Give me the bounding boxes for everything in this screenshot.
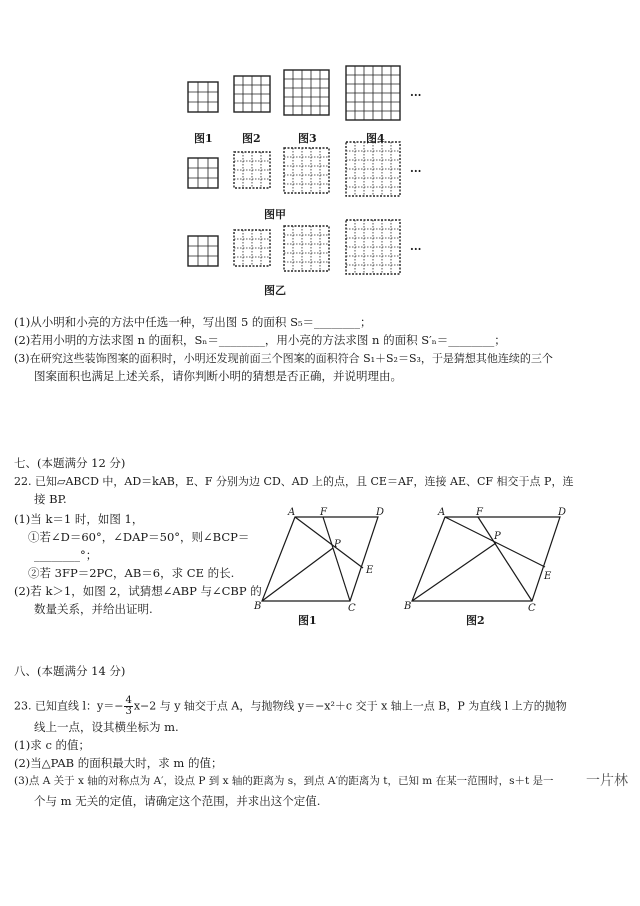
grid-yi-3 xyxy=(284,226,329,271)
fig2-caption: 图2 xyxy=(466,614,485,627)
section7-header: 七、(本题满分 12 分) xyxy=(14,456,126,470)
fig-label-1: 图1 xyxy=(194,132,213,145)
q23-part2: (2)当△PAB 的面积最大时，求 m 的值； xyxy=(14,756,223,770)
segment-cf xyxy=(478,517,532,601)
q23-part3-line1: (3)点 A 关于 x 轴的对称点为 A′，设点 P 到 x 轴的距离为 s，到点 A′的距离为 t，已知 m 在某一范围时，s＋t 是一 xyxy=(14,775,554,787)
fig2-label-f: F xyxy=(476,507,483,518)
grid-yi-2 xyxy=(234,230,270,266)
grid-figures xyxy=(150,60,450,300)
grid-border xyxy=(188,158,218,188)
fig-label-3: 图3 xyxy=(298,132,317,145)
q23-rest: x−2 与 y 轴交于点 A，与抛物线 y＝−x²＋c 交于 x 轴上一点 B，P 为直线 l 上方的抛物 xyxy=(133,699,567,713)
q23-line2: 线上一点，设其横坐标为 m. xyxy=(34,720,179,734)
q22-part2-line2: 数量关系，并给出证明. xyxy=(34,602,153,616)
q22-figure1 xyxy=(250,505,400,625)
q22-line2: 接 BP. xyxy=(34,492,67,506)
q22-part1b: ②若 3FP＝2PC，AB＝6，求 CE 的长. xyxy=(28,566,235,580)
segment-cf xyxy=(323,517,350,601)
grid-fig1 xyxy=(188,82,218,112)
fig2-label-e: E xyxy=(544,571,552,582)
grid-border xyxy=(284,148,329,193)
fig1-label-d: D xyxy=(376,507,385,518)
fig1-label-e: E xyxy=(366,565,374,576)
fig1-label-f: F xyxy=(320,507,327,518)
group-yi-label: 图乙 xyxy=(264,284,286,297)
q22-part2-line1: (2)若 k＞1，如图 2，试猜想∠ABP 与∠CBP 的 xyxy=(14,584,262,598)
grid-yi-4 xyxy=(346,220,400,274)
fig1-label-b: B xyxy=(254,601,262,612)
q22-part1a-line1: ①若∠D＝60°，∠DAP＝50°，则∠BCP＝ xyxy=(28,530,250,544)
row-3 xyxy=(188,220,400,274)
grid-jia-4 xyxy=(346,142,400,196)
fig1-caption: 图1 xyxy=(298,614,317,627)
fig1-label-a: A xyxy=(288,507,296,518)
fraction xyxy=(124,696,132,717)
segment-ae xyxy=(295,517,363,568)
fig2-label-b: B xyxy=(404,601,412,612)
q23-part1: (1)求 c 的值； xyxy=(14,738,91,752)
fig-label-2: 图2 xyxy=(242,132,261,145)
fig2-label-d: D xyxy=(558,507,567,518)
grid-border xyxy=(284,70,329,115)
q21-part3-line1: (3)在研究这些装饰图案的面积时，小明还发现前面三个图案的面积符合 S₁＋S₂＝S₃，于是猜想其他连续的三个 xyxy=(14,352,553,365)
fig2-label-a: A xyxy=(438,507,446,518)
fraction-denominator: 3 xyxy=(125,706,132,717)
segment-ae xyxy=(445,517,545,567)
q22-part1a-line2: ________°； xyxy=(34,548,98,562)
q22-figure2 xyxy=(400,505,580,625)
fig2-label-p: P xyxy=(494,531,501,542)
grid-jia-2 xyxy=(234,152,270,188)
group-jia-label: 图甲 xyxy=(264,208,286,221)
grid-fig2 xyxy=(234,76,270,112)
fig1-label-c: C xyxy=(348,603,356,614)
ellipsis-2: ... xyxy=(410,162,422,175)
fig2-label-c: C xyxy=(528,603,536,614)
fig-label-4: 图4 xyxy=(366,132,385,145)
q21-part1: (1)从小明和小亮的方法中任选一种，写出图 5 的面积 S₅＝________； xyxy=(14,315,372,329)
ellipsis-3: ... xyxy=(410,240,422,253)
fraction-numerator: 4 xyxy=(125,695,132,706)
section8-header: 八、(本题满分 14 分) xyxy=(14,664,126,678)
ellipsis-1: ... xyxy=(410,86,422,99)
row-2 xyxy=(188,142,400,196)
q22-part1: (1)当 k＝1 时，如图 1， xyxy=(14,512,144,526)
grid-yi-1 xyxy=(188,236,218,266)
grid-jia-1 xyxy=(188,158,218,188)
grid-fig4 xyxy=(346,66,400,120)
grid-border xyxy=(284,226,329,271)
watermark: 一片林 xyxy=(586,773,628,789)
q21-part3-line2: 图案面积也满足上述关系，请你判断小明的猜想是否正确，并说明理由。 xyxy=(34,369,402,383)
q23-intro: 23. 已知直线 l：y＝− xyxy=(14,699,124,713)
fig1-label-p: P xyxy=(334,539,341,550)
grid-border xyxy=(188,82,218,112)
q23-line1 xyxy=(14,696,567,717)
q22-line1: 22. 已知▱ABCD 中，AD＝kAB，E、F 分别为边 CD、AD 上的点，且 CE＝AF，连接 AE、CF 相交于点 P，连 xyxy=(14,475,574,488)
grid-fig3 xyxy=(284,70,329,115)
grid-jia-3 xyxy=(284,148,329,193)
segment-bp xyxy=(412,543,496,601)
grid-border xyxy=(188,236,218,266)
q21-part2: (2)若用小明的方法求图 n 的面积，Sₙ＝________，用小亮的方法求图 n 的面积 S′ₙ＝________； xyxy=(14,333,506,347)
q23-part3-line2: 个与 m 无关的定值，请确定这个范围，并求出这个定值. xyxy=(34,794,321,808)
row-1 xyxy=(188,66,400,120)
